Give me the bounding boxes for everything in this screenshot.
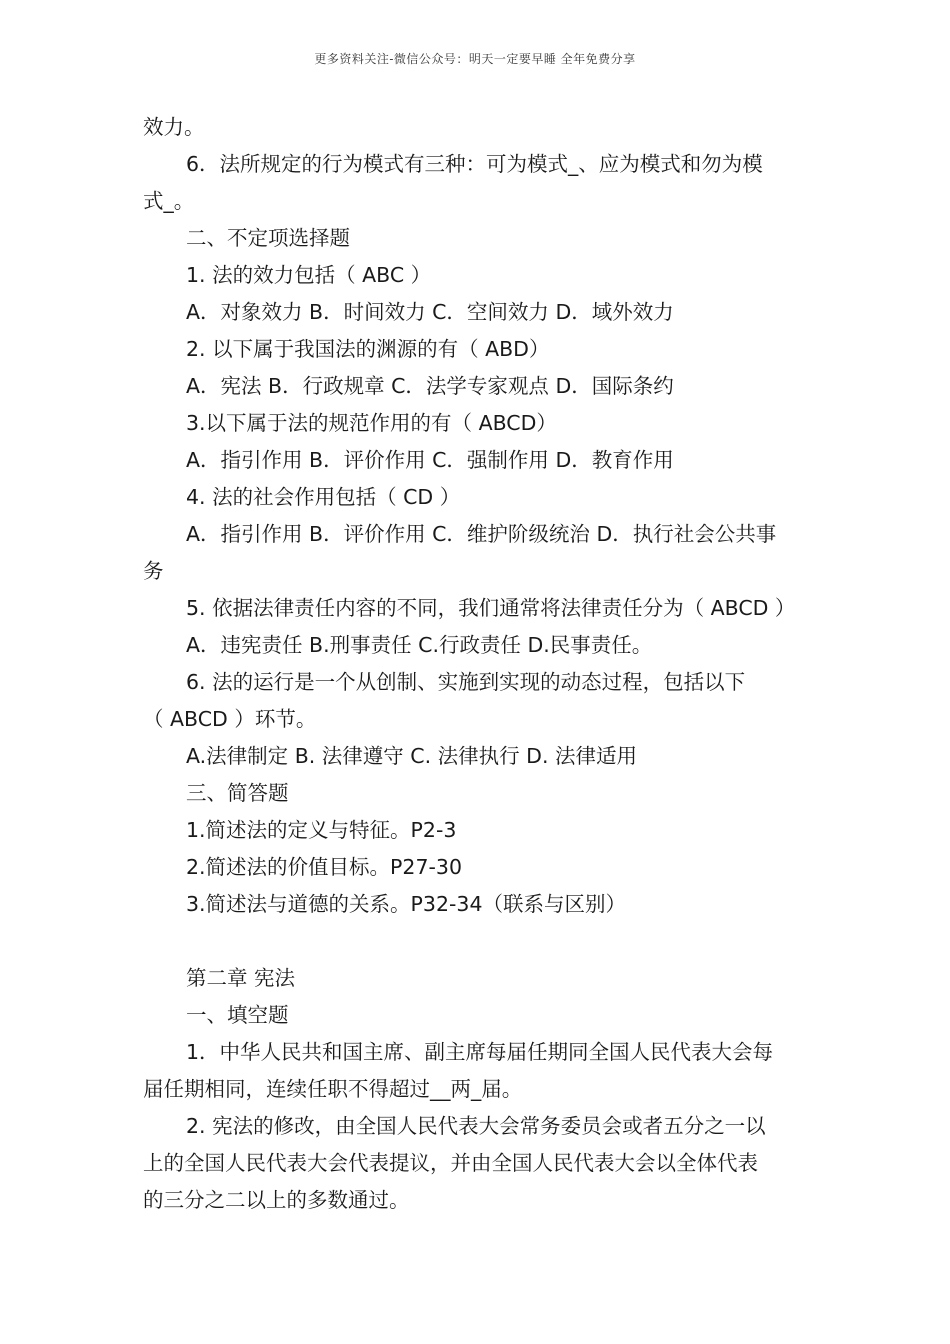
text-line: A．违宪责任 B.刑事责任 C.行政责任 D.民事责任。 bbox=[186, 633, 653, 657]
text-line: 3.简述法与道德的关系。P32-34（联系与区别） bbox=[186, 892, 626, 916]
text-line: 二、不定项选择题 bbox=[186, 226, 350, 250]
text-line: A.法律制定 B. 法律遵守 C. 法律执行 D. 法律适用 bbox=[186, 744, 637, 768]
text-line: 2.简述法的价值目标。P27-30 bbox=[186, 855, 462, 879]
text-line: 式_。 bbox=[143, 189, 195, 213]
text-line: 6. 法的运行是一个从创制、实施到实现的动态过程，包括以下 bbox=[186, 670, 746, 694]
text-line: A．指引作用 B．评价作用 C．维护阶级统治 D．执行社会公共事 bbox=[186, 522, 777, 546]
text-line: 4. 法的社会作用包括（ CD ） bbox=[186, 485, 461, 509]
blank-line bbox=[143, 923, 833, 960]
text-line: 2. 以下属于我国法的渊源的有（ ABD） bbox=[186, 337, 550, 361]
text-line: 三、简答题 bbox=[186, 781, 289, 805]
text-line: 1.简述法的定义与特征。P2-3 bbox=[186, 818, 457, 842]
document-body bbox=[143, 109, 833, 1219]
text-line: A．指引作用 B．评价作用 C．强制作用 D．教育作用 bbox=[186, 448, 674, 472]
text-line: 3.以下属于法的规范作用的有（ ABCD） bbox=[186, 411, 557, 435]
text-line: 6．法所规定的行为模式有三种：可为模式_、应为模式和勿为模 bbox=[186, 152, 763, 176]
text-line: 2. 宪法的修改，由全国人民代表大会常务委员会或者五分之一以 bbox=[186, 1114, 766, 1138]
text-line: 务 bbox=[143, 559, 164, 583]
text-line: A．宪法 B．行政规章 C．法学专家观点 D．国际条约 bbox=[186, 374, 674, 398]
text-line: 1. 法的效力包括（ ABC ） bbox=[186, 263, 432, 287]
text-line: 第二章 宪法 bbox=[186, 966, 296, 990]
text-line: A．对象效力 B．时间效力 C．空间效力 D．域外效力 bbox=[186, 300, 674, 324]
text-line: （ ABCD ）环节。 bbox=[143, 707, 317, 731]
page-header: 更多资料关注-微信公众号：明天一定要早睡 全年免费分享 bbox=[314, 52, 636, 66]
text-line: 上的全国人民代表大会代表提议，并由全国人民代表大会以全体代表 bbox=[143, 1151, 758, 1175]
text-line: 届任期相同，连续任职不得超过__两_届。 bbox=[143, 1077, 523, 1101]
text-line: 一、填空题 bbox=[186, 1003, 289, 1027]
text-line: 的三分之二以上的多数通过。 bbox=[143, 1188, 410, 1212]
text-line: 5. 依据法律责任内容的不同，我们通常将法律责任分为（ ABCD ） bbox=[186, 596, 796, 620]
text-line: 效力。 bbox=[143, 115, 205, 139]
text-line: 1．中华人民共和国主席、副主席每届任期同全国人民代表大会每 bbox=[186, 1040, 774, 1064]
